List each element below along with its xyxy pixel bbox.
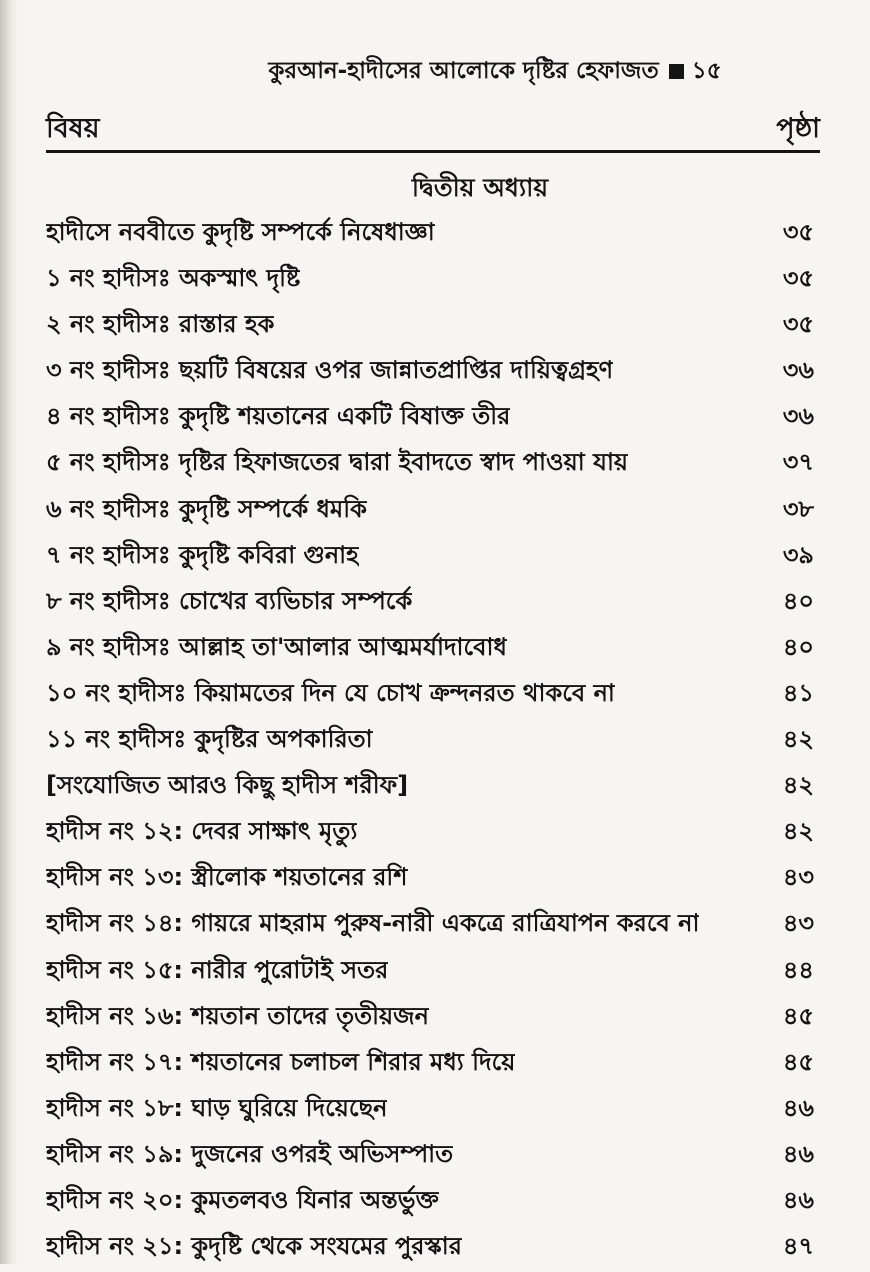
- toc-entry-title: ১ নং হাদীসঃ অকস্মাৎ দৃষ্টি: [46, 264, 301, 293]
- toc-entry: [46, 212, 814, 258]
- toc-entry-page: ৪৩: [750, 857, 814, 897]
- toc-entry: [46, 581, 814, 627]
- toc-entry-page: ৪৩: [750, 903, 814, 943]
- toc-entry-page: ৪২: [750, 719, 814, 759]
- toc-entry-title: হাদীস নং ১৫: নারীর পুরোটাই সতর: [46, 955, 389, 984]
- toc-entry-page: ৪২: [750, 811, 814, 851]
- toc-entry-title: হাদীস নং ১৯: দুজনের ওপরই অভিসম্পাত: [46, 1139, 454, 1168]
- toc-entry-page: ৪৬: [750, 1134, 814, 1174]
- toc-entry-title: [সংযোজিত আরও কিছু হাদীস শরীফ]: [46, 771, 409, 800]
- toc-entry-title: ২ নং হাদীসঃ রাস্তার হক: [46, 310, 275, 339]
- toc-entry-title: ৫ নং হাদীসঃ দৃষ্টির হিফাজতের দ্বারা ইবাদতে স্বাদ পাওয়া যায়: [46, 448, 629, 477]
- toc-entry: [46, 350, 814, 396]
- toc-entry: [46, 442, 814, 488]
- toc-entry: [46, 1134, 814, 1180]
- toc-entry-title: হাদীস নং ১৮: ঘাড় ঘুরিয়ে দিয়েছেন: [46, 1093, 388, 1122]
- toc-entry-title: হাদীস নং ২১: কুদৃষ্টি থেকে সংযমের পুরস্কার: [46, 1232, 462, 1261]
- toc-entry: [46, 950, 814, 996]
- toc-entry-title: হাদীস নং ২০: কুমতলবও যিনার অন্তর্ভুক্ত: [46, 1185, 439, 1214]
- toc-entry: [46, 719, 814, 765]
- toc-entry-page: ৪৭: [750, 1226, 814, 1266]
- page-number: ১৫: [691, 58, 722, 84]
- toc-entry-page: ৩৮: [750, 489, 814, 529]
- toc-entry-title: হাদীস নং ১২: দেবর সাক্ষাৎ মৃত্যু: [46, 817, 358, 846]
- toc-entry-title: হাদীস নং ১৩: স্ত্রীলোক শয়তানের রশি: [46, 863, 408, 892]
- toc-entry-page: ৩৯: [750, 535, 814, 575]
- toc-column-headers: [46, 108, 820, 146]
- running-header: [0, 52, 870, 91]
- toc-entry: [46, 489, 814, 535]
- toc-entry: [46, 857, 814, 903]
- toc-entry: [46, 1088, 814, 1134]
- square-bullet-icon: [669, 64, 684, 79]
- toc-entry: [46, 1226, 814, 1272]
- header-divider: [46, 150, 820, 153]
- toc-entry: [46, 903, 814, 949]
- toc-entry: [46, 1180, 814, 1226]
- toc-entry-page: ৪৫: [750, 1042, 814, 1082]
- toc-entry-page: ৪৬: [750, 1088, 814, 1128]
- toc-entry: [46, 996, 814, 1042]
- toc-entry: [46, 304, 814, 350]
- toc-entry-page: ৩৫: [750, 258, 814, 298]
- toc-entry-page: ৪০: [750, 581, 814, 621]
- toc-entry: [46, 811, 814, 857]
- toc-entry-title: ৭ নং হাদীসঃ কুদৃষ্টি কবিরা গুনাহ: [46, 540, 359, 569]
- page-column-header: পৃষ্ঠা: [776, 113, 820, 144]
- toc-entry: [46, 396, 814, 442]
- toc-entry-title: ৯ নং হাদীসঃ আল্লাহ তা'আলার আত্মমর্যাদাবোধ: [46, 632, 507, 661]
- toc-list: [46, 212, 814, 1272]
- toc-entry-title: হাদীস নং ১৪: গায়রে মাহরাম পুরুষ-নারী একত্রে রাত্রিযাপন করবে না: [46, 909, 700, 938]
- toc-entry-title: ৩ নং হাদীসঃ ছয়টি বিষয়ের ওপর জান্নাতপ্রাপ্তির দায়িত্বগ্রহণ: [46, 356, 614, 385]
- toc-entry-title: ৪ নং হাদীসঃ কুদৃষ্টি শয়তানের একটি বিষাক্ত তীর: [46, 402, 511, 431]
- toc-entry: [46, 258, 814, 304]
- toc-entry-page: ৪৪: [750, 950, 814, 990]
- toc-entry: [46, 673, 814, 719]
- toc-entry: [46, 627, 814, 673]
- toc-entry-page: ৪৬: [750, 1180, 814, 1220]
- toc-entry: [46, 535, 814, 581]
- toc-entry: [46, 1042, 814, 1088]
- toc-entry-title: ৮ নং হাদীসঃ চোখের ব্যভিচার সম্পর্কে: [46, 586, 413, 615]
- toc-entry-title: ১১ নং হাদীসঃ কুদৃষ্টির অপকারিতা: [46, 725, 373, 754]
- toc-entry-title: হাদীস নং ১৬: শয়তান তাদের তৃতীয়জন: [46, 1001, 429, 1030]
- toc-entry-page: ৩৭: [750, 442, 814, 482]
- book-title: কুরআন-হাদীসের আলোকে দৃষ্টির হেফাজত: [268, 58, 659, 84]
- toc-entry-page: ৩৬: [750, 350, 814, 390]
- toc-entry-title: ১০ নং হাদীসঃ কিয়ামতের দিন যে চোখ ক্রন্দনরত থাকবে না: [46, 678, 615, 707]
- toc-entry-page: ৩৬: [750, 396, 814, 436]
- toc-entry-page: ৪৫: [750, 996, 814, 1036]
- toc-entry-page: ৪২: [750, 765, 814, 805]
- toc-entry-title: হাদীস নং ১৭: শয়তানের চলাচল শিরার মধ্য দিয়ে: [46, 1047, 516, 1076]
- toc-entry: [46, 765, 814, 811]
- toc-entry-title: হাদীসে নববীতে কুদৃষ্টি সম্পর্কে নিষেধাজ্ঞা: [46, 218, 435, 246]
- toc-entry-page: ৪০: [750, 627, 814, 667]
- toc-entry-title: ৬ নং হাদীসঃ কুদৃষ্টি সম্পর্কে ধমকি: [46, 494, 367, 523]
- toc-entry-page: ৩৫: [750, 304, 814, 344]
- toc-entry-page: ৪১: [750, 673, 814, 713]
- toc-entry-page: ৩৫: [750, 212, 814, 252]
- chapter-heading: দ্বিতীয় অধ্যায়: [411, 173, 549, 202]
- topic-column-header: বিষয়: [46, 113, 100, 144]
